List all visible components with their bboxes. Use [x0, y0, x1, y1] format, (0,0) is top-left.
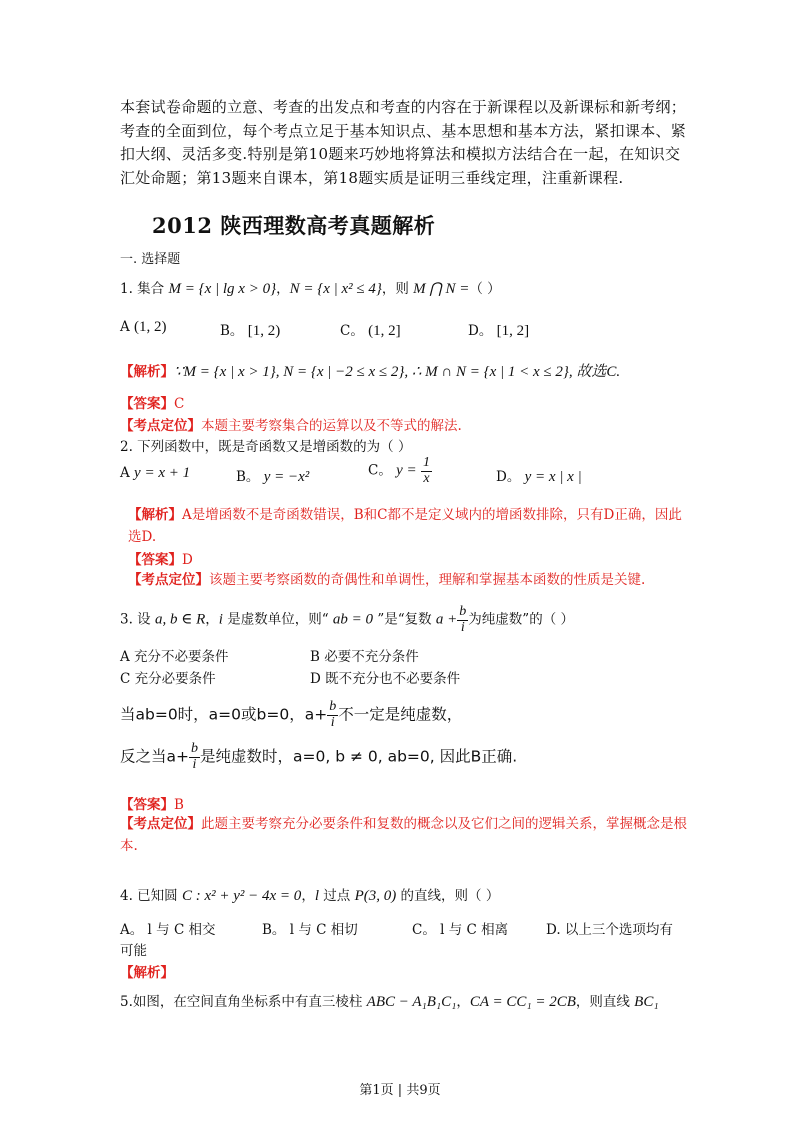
- q1-option-b: B。 [1, 2): [220, 323, 281, 339]
- q2-option-d: D。 y = x | x |: [496, 469, 582, 485]
- q3-option-a: A 充分不必要条件: [120, 649, 229, 665]
- q3-work-fraction-1: $\frac{b}{i}$: [329, 699, 337, 730]
- q5-stem: 5.如图，在空间直角坐标系中有直三棱柱 ABC − A₁B₁C₁，CA = CC₁ = 2CB，则直线 BC₁: [120, 994, 659, 1010]
- q4-option-d: D. 以上三个选项均有: [546, 922, 673, 938]
- q2-stem: 2. 下列函数中，既是奇函数又是增函数的为（ ）: [120, 439, 412, 455]
- page-title: 2012 陕西理数高考真题解析: [152, 213, 436, 238]
- q1-answer: 【答案】C: [120, 396, 185, 412]
- q1-paren: （ ）: [469, 281, 501, 297]
- q2-answer: 【答案】D: [128, 552, 193, 568]
- q3-work-line-2: 反之当a+ $\frac{b}{i}$ 是纯虚数时，a=0, b ≠ 0, ab=0, 因此B正确.: [120, 741, 518, 772]
- q4-option-c: C。 l 与 C 相离: [412, 922, 509, 938]
- q1-point: 【考点定位】本题主要考察集合的运算以及不等式的解法.: [120, 418, 462, 434]
- q3-option-b: B 必要不充分条件: [310, 649, 419, 665]
- q3-option-c: C 充分必要条件: [120, 671, 216, 687]
- q1-expression: M ⋂ N =: [413, 281, 470, 297]
- q1-option-a: A (1, 2): [120, 319, 167, 335]
- page-footer: 第1页 | 共9页: [359, 1083, 441, 1098]
- q2-option-a: A y = x + 1: [120, 465, 191, 481]
- q2-option-b: B。 y = −x²: [236, 469, 310, 485]
- q3-option-d: D 既不充分也不必要条件: [310, 671, 461, 687]
- q3-answer: 【答案】B: [120, 797, 184, 813]
- q1-option-c: C。 (1, 2]: [340, 323, 401, 339]
- q1-stem-prefix: 1. 集合: [120, 281, 169, 297]
- q4-option-d-wrap: 可能: [120, 943, 147, 959]
- q3-work-fraction-2: $\frac{b}{i}$: [191, 741, 198, 772]
- q1-sep: ，: [276, 281, 290, 297]
- q2-point: 【考点定位】该题主要考察函数的奇偶性和单调性，理解和掌握基本函数的性质是关键.: [128, 572, 646, 588]
- q1-stem: [120, 277, 501, 298]
- q1-option-d: D。 [1, 2]: [468, 323, 530, 339]
- intro-paragraph: 本套试卷命题的立意、考查的出发点和考查的内容在于新课程以及新课标和新考纲；考查的全面到位，每个考点立足于基本知识点、基本思想和基本方法，紧扣课本、紧扣大纲、灵活多变.特别是第10题来巧妙地将算法和模拟方法结合在一起，在知识交汇处命题；第13题来自课本，第18题实质是证明三垂线定理，注重新课程.: [120, 98, 687, 187]
- q3-point: 【考点定位】此题主要考察充分必要条件和复数的概念以及它们之间的逻辑关系，掌握概念是根本.: [120, 816, 687, 854]
- q2-option-c: C。 y = $\frac{1}{x}$: [368, 455, 430, 486]
- q2-option-c-fraction: $\frac{1}{x}$: [422, 455, 430, 486]
- q4-option-a: A。 l 与 C 相交: [120, 922, 216, 938]
- q3-work-line-1: 当ab=0时，a=0或b=0，a+ $\frac{b}{i}$ 不一定是纯虚数，: [120, 699, 463, 730]
- section-heading: 一. 选择题: [120, 252, 181, 267]
- q1-set-n: N = {x | x² ≤ 4}: [289, 281, 382, 297]
- q3-fraction: $\frac{b}{i}$: [459, 604, 467, 635]
- q4-analysis: 【解析】: [120, 965, 174, 981]
- q1-analysis: 【解析】∵M = {x | x > 1}, N = {x | −2 ≤ x ≤ 2}, ∴ M ∩ N = {x | 1 < x ≤ 2}, 故选C.: [120, 364, 621, 380]
- q3-stem: 3. 设 a, b ∈ R，i 是虚数单位，则“ ab = 0 ”是“复数 a + $\frac{b}{i}$ 为纯虚数”的（ ）: [120, 604, 574, 635]
- q1-set-m: M = {x | lg x > 0}: [168, 281, 277, 297]
- q1-then: ，则: [381, 281, 414, 297]
- q2-analysis: 【解析】A是增函数不是奇函数错误，B和C都不是定义域内的增函数排除，只有D正确，因此选D.: [128, 507, 682, 545]
- q4-option-b: B。 l 与 C 相切: [262, 922, 358, 938]
- q4-stem: 4. 已知圆 C : x² + y² − 4x = 0，l 过点 P(3, 0) 的直线，则（ ）: [120, 888, 500, 904]
